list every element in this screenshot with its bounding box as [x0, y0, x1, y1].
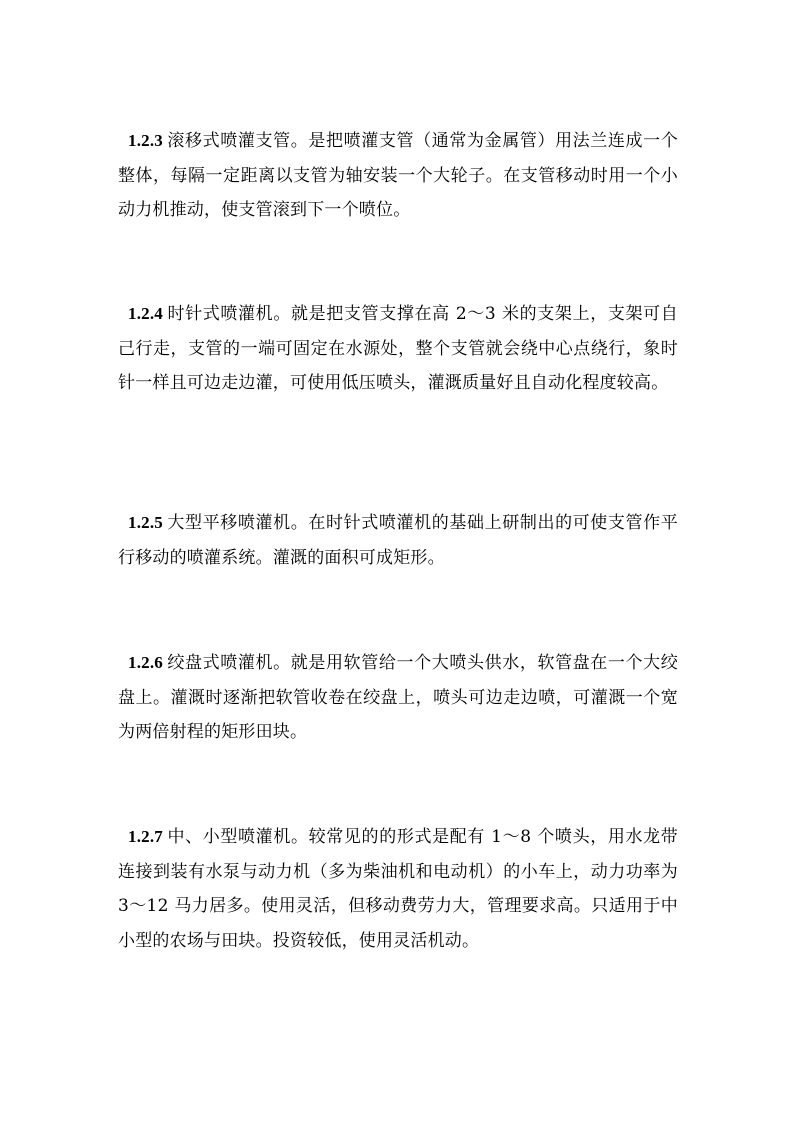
section-number: 1.2.3	[128, 131, 163, 150]
section-number: 1.2.6	[128, 653, 163, 672]
paragraph-1-2-5	[118, 506, 678, 575]
paragraph-1-2-6	[118, 646, 678, 750]
section-number: 1.2.5	[128, 513, 163, 532]
paragraph-text: 大型平移喷灌机。在时针式喷灌机的基础上研制出的可使支管作平行移动的喷灌系统。灌溉的面积可成矩形。	[118, 513, 678, 568]
section-number: 1.2.4	[128, 304, 163, 323]
paragraph-1-2-3	[118, 124, 678, 228]
paragraph-text: 时针式喷灌机。就是把支管支撑在高 2～3 米的支架上，支架可自己行走，支管的一端可固定在水源处，整个支管就会绕中心点绕行，象时针一样且可边走边灌，可使用低压喷头，灌溉质量好且自动化程度较高。	[118, 304, 678, 393]
section-number: 1.2.7	[128, 827, 163, 846]
paragraph-text: 滚移式喷灌支管。是把喷灌支管（通常为金属管）用法兰连成一个整体，每隔一定距离以支管为轴安装一个大轮子。在支管移动时用一个小动力机推动，使支管滚到下一个喷位。	[118, 131, 678, 220]
paragraph-1-2-7	[118, 820, 678, 958]
paragraph-text: 中、小型喷灌机。较常见的的形式是配有 1～8 个喷头，用水龙带连接到装有水泵与动力机（多为柴油机和电动机）的小车上，动力功率为 3～12 马力居多。使用灵活，但移动费劳力大，管理要求高。只适用于中小型的农场与田块。投资较低，使用灵活机动。	[118, 827, 678, 951]
paragraph-text: 绞盘式喷灌机。就是用软管给一个大喷头供水，软管盘在一个大绞盘上。灌溉时逐渐把软管收卷在绞盘上，喷头可边走边喷，可灌溉一个宽为两倍射程的矩形田块。	[118, 653, 678, 742]
paragraph-1-2-4	[118, 297, 678, 401]
